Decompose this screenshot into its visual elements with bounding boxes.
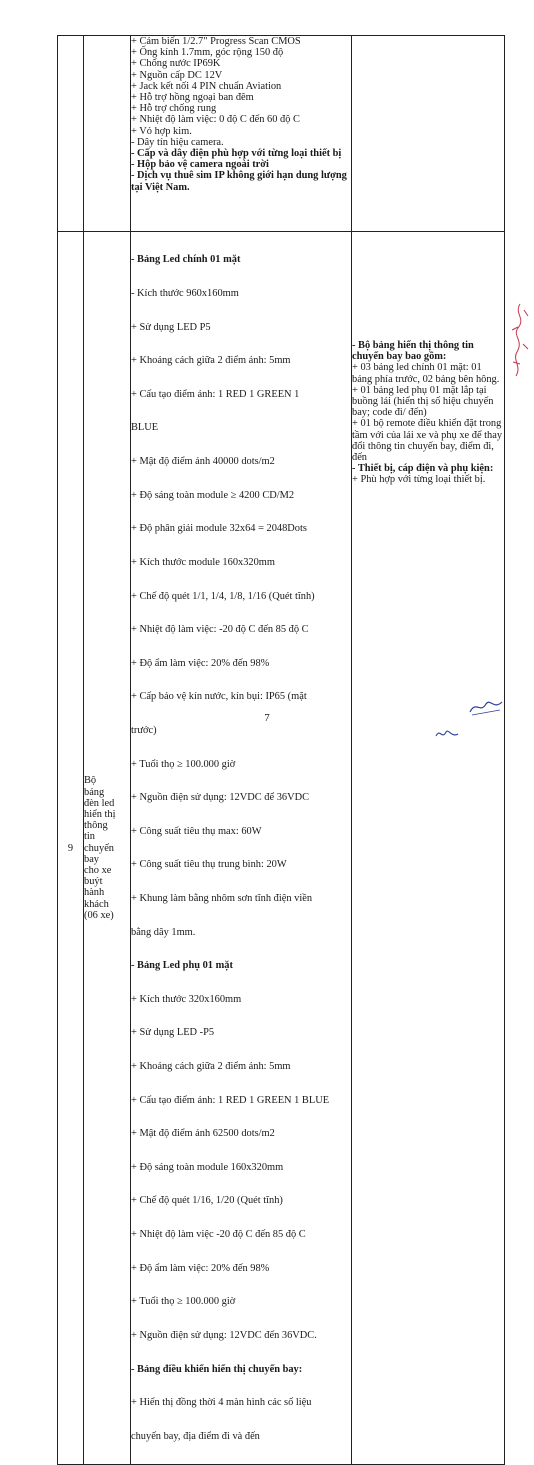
note-line: + 03 bảng led chính 01 mặt: 01 bảng phía trước, 02 bảng bên hông. bbox=[352, 362, 500, 385]
item-name-line: chuyến bbox=[84, 842, 115, 854]
spec-line: + Độ ẩm làm việc: 20% đến 98% bbox=[131, 657, 270, 669]
row-number-cell bbox=[58, 36, 84, 232]
spec-line: bằng dây 1mm. bbox=[131, 926, 196, 938]
spec-line: + Công suất tiêu thụ max: 60W bbox=[131, 825, 262, 837]
spec-line: + Mật độ điểm ảnh 62500 dots/m2 bbox=[131, 1128, 275, 1140]
spec-line: + Kích thước module 160x320mm bbox=[131, 556, 275, 568]
spec-line: chuyến bay, địa điểm đi và đến bbox=[131, 1430, 260, 1442]
spec-line: + Vỏ hợp kim. bbox=[131, 125, 192, 137]
spec-line: + Nhiệt độ làm việc: -20 độ C đến 85 độ C bbox=[131, 624, 309, 636]
note-cell bbox=[352, 36, 505, 232]
page-number: 7 bbox=[264, 712, 270, 724]
item-name-line: hành bbox=[84, 887, 105, 899]
item-name-line: đèn led bbox=[84, 797, 115, 809]
item-name-line: thông bbox=[84, 820, 108, 832]
spec-line: + Độ ẩm làm việc: 20% đến 98% bbox=[131, 1262, 270, 1274]
spec-line: + Hỗ trợ hồng ngoại ban đêm bbox=[131, 92, 254, 104]
spec-line: + Chống nước IP69K bbox=[131, 58, 221, 70]
spec-line: trước) bbox=[131, 724, 157, 736]
item-name-line: (06 xe) bbox=[84, 909, 114, 921]
spec-line: + Khoảng cách giữa 2 điểm ảnh: 5mm bbox=[131, 1061, 291, 1073]
spec-line: + Nhiệt độ làm việc: 0 độ C đến 60 độ C bbox=[131, 114, 300, 126]
spec-line: + Khung làm bằng nhôm sơn tĩnh điện viền bbox=[131, 892, 313, 904]
spec-line: + Nguồn điện sử dụng: 12VDC để 36VDC bbox=[131, 792, 310, 804]
spec-line: + Jack kết nối 4 PIN chuẩn Aviation bbox=[131, 80, 282, 92]
note-heading: - Thiết bị, cáp điện và phụ kiện: bbox=[352, 463, 494, 475]
note-line: + 01 bảng led phụ 01 mặt lắp tại buồng lái (hiển thị số hiệu chuyến bay; code đi/ đến) bbox=[352, 384, 494, 419]
spec-line: + Tuổi thọ ≥ 100.000 giờ bbox=[131, 1296, 236, 1308]
signature-mark bbox=[466, 694, 506, 718]
spec-line: + Cấu tạo điểm ảnh: 1 RED 1 GREEN 1 bbox=[131, 388, 300, 400]
spec-line: + Công suất tiêu thụ trung bình: 20W bbox=[131, 859, 287, 871]
item-name-cell bbox=[84, 232, 131, 1465]
spec-line: + Mật độ điểm ảnh 40000 dots/m2 bbox=[131, 456, 275, 468]
item-name-line: khách bbox=[84, 898, 109, 910]
item-name-line: hiển thị bbox=[84, 808, 116, 820]
item-name-line: cho xe bbox=[84, 864, 112, 876]
note-cell bbox=[352, 232, 505, 1465]
spec-line: + Chế độ quét 1/16, 1/20 (Quét tĩnh) bbox=[131, 1195, 283, 1207]
note-heading: - Bộ bảng hiển thị thông tin chuyến bay bao gồm: bbox=[352, 340, 474, 363]
spec-line: BLUE bbox=[131, 422, 159, 434]
item-name-line: bay bbox=[84, 853, 100, 865]
item-name-line: Bộ bbox=[84, 775, 97, 787]
spec-line: + Nguồn điện sử dụng: 12VDC đến 36VDC. bbox=[131, 1329, 317, 1341]
section-heading: - Bảng Led phụ 01 mặt bbox=[131, 960, 233, 972]
bold-spec-line: - Cấp và dây điện phù hợp với từng loại thiết bị bbox=[131, 148, 342, 160]
spec-line: + Ống kính 1.7mm, góc rộng 150 độ bbox=[131, 47, 284, 59]
spec-line: + Cấp bảo vệ kín nước, kín bụi: IP65 (mặt bbox=[131, 691, 307, 703]
note-line: + Phù hợp với từng loại thiết bị. bbox=[352, 474, 486, 486]
spec-line: + Hỗ trợ chống rung bbox=[131, 103, 217, 115]
spec-line: + Sử dụng LED P5 bbox=[131, 321, 211, 333]
initials-mark bbox=[434, 726, 460, 742]
spec-line: + Cấu tạo điểm ảnh: 1 RED 1 GREEN 1 BLUE bbox=[131, 1094, 330, 1106]
spec-line: - Dây tín hiệu camera. bbox=[131, 136, 224, 148]
spec-line: + Chế độ quét 1/1, 1/4, 1/8, 1/16 (Quét tĩnh) bbox=[131, 590, 315, 602]
spec-line: + Cảm biến 1/2.7" Progress Scan CMOS bbox=[131, 36, 301, 47]
bold-spec-line: - Hộp bảo vệ camera ngoài trời bbox=[131, 159, 269, 171]
spec-line: + Độ sáng toàn module 160x320mm bbox=[131, 1161, 284, 1173]
spec-line: + Sử dụng LED -P5 bbox=[131, 1027, 215, 1039]
spec-line: + Khoảng cách giữa 2 điểm ảnh: 5mm bbox=[131, 355, 291, 367]
spec-line: + Hiển thị đồng thời 4 màn hình các số liệu bbox=[131, 1397, 312, 1409]
spec-cell bbox=[131, 232, 352, 1465]
spec-line: + Độ sáng toàn module ≥ 4200 CD/M2 bbox=[131, 489, 295, 501]
spec-line: + Độ phân giải module 32x64 = 2048Dots bbox=[131, 523, 307, 535]
item-name-line: tin bbox=[84, 831, 95, 843]
item-name-cell bbox=[84, 36, 131, 232]
spec-line: - Kích thước 960x160mm bbox=[131, 288, 239, 300]
note-line: + 01 bộ remote điều khiển đặt trong tầm với của lái xe và phụ xe để thay đổi thông tin chuyến bay, điểm đi, đến bbox=[352, 418, 503, 464]
section-heading: - Bảng điều khiển hiển thị chuyến bay: bbox=[131, 1363, 303, 1375]
spec-line: + Tuổi thọ ≥ 100.000 giờ bbox=[131, 758, 236, 770]
item-name-line: bảng bbox=[84, 786, 105, 798]
row-number-cell: 9 bbox=[58, 232, 84, 1465]
spec-line: + Nhiệt độ làm việc -20 độ C đến 85 độ C bbox=[131, 1229, 306, 1241]
margin-stamp-mark bbox=[506, 300, 532, 380]
item-name-line: buýt bbox=[84, 876, 103, 888]
spec-lines bbox=[131, 36, 351, 148]
section-heading: - Bảng Led chính 01 mặt bbox=[131, 254, 241, 266]
table-row bbox=[58, 232, 505, 1465]
spec-line: + Nguồn cấp DC 12V bbox=[131, 69, 223, 81]
spec-cell bbox=[131, 36, 352, 232]
spec-table bbox=[57, 35, 505, 1465]
table-row bbox=[58, 36, 505, 232]
bold-spec-line: - Dịch vụ thuê sim IP không giới hạn dung lượng tại Việt Nam. bbox=[131, 170, 347, 193]
spec-line: + Kích thước 320x160mm bbox=[131, 993, 242, 1005]
